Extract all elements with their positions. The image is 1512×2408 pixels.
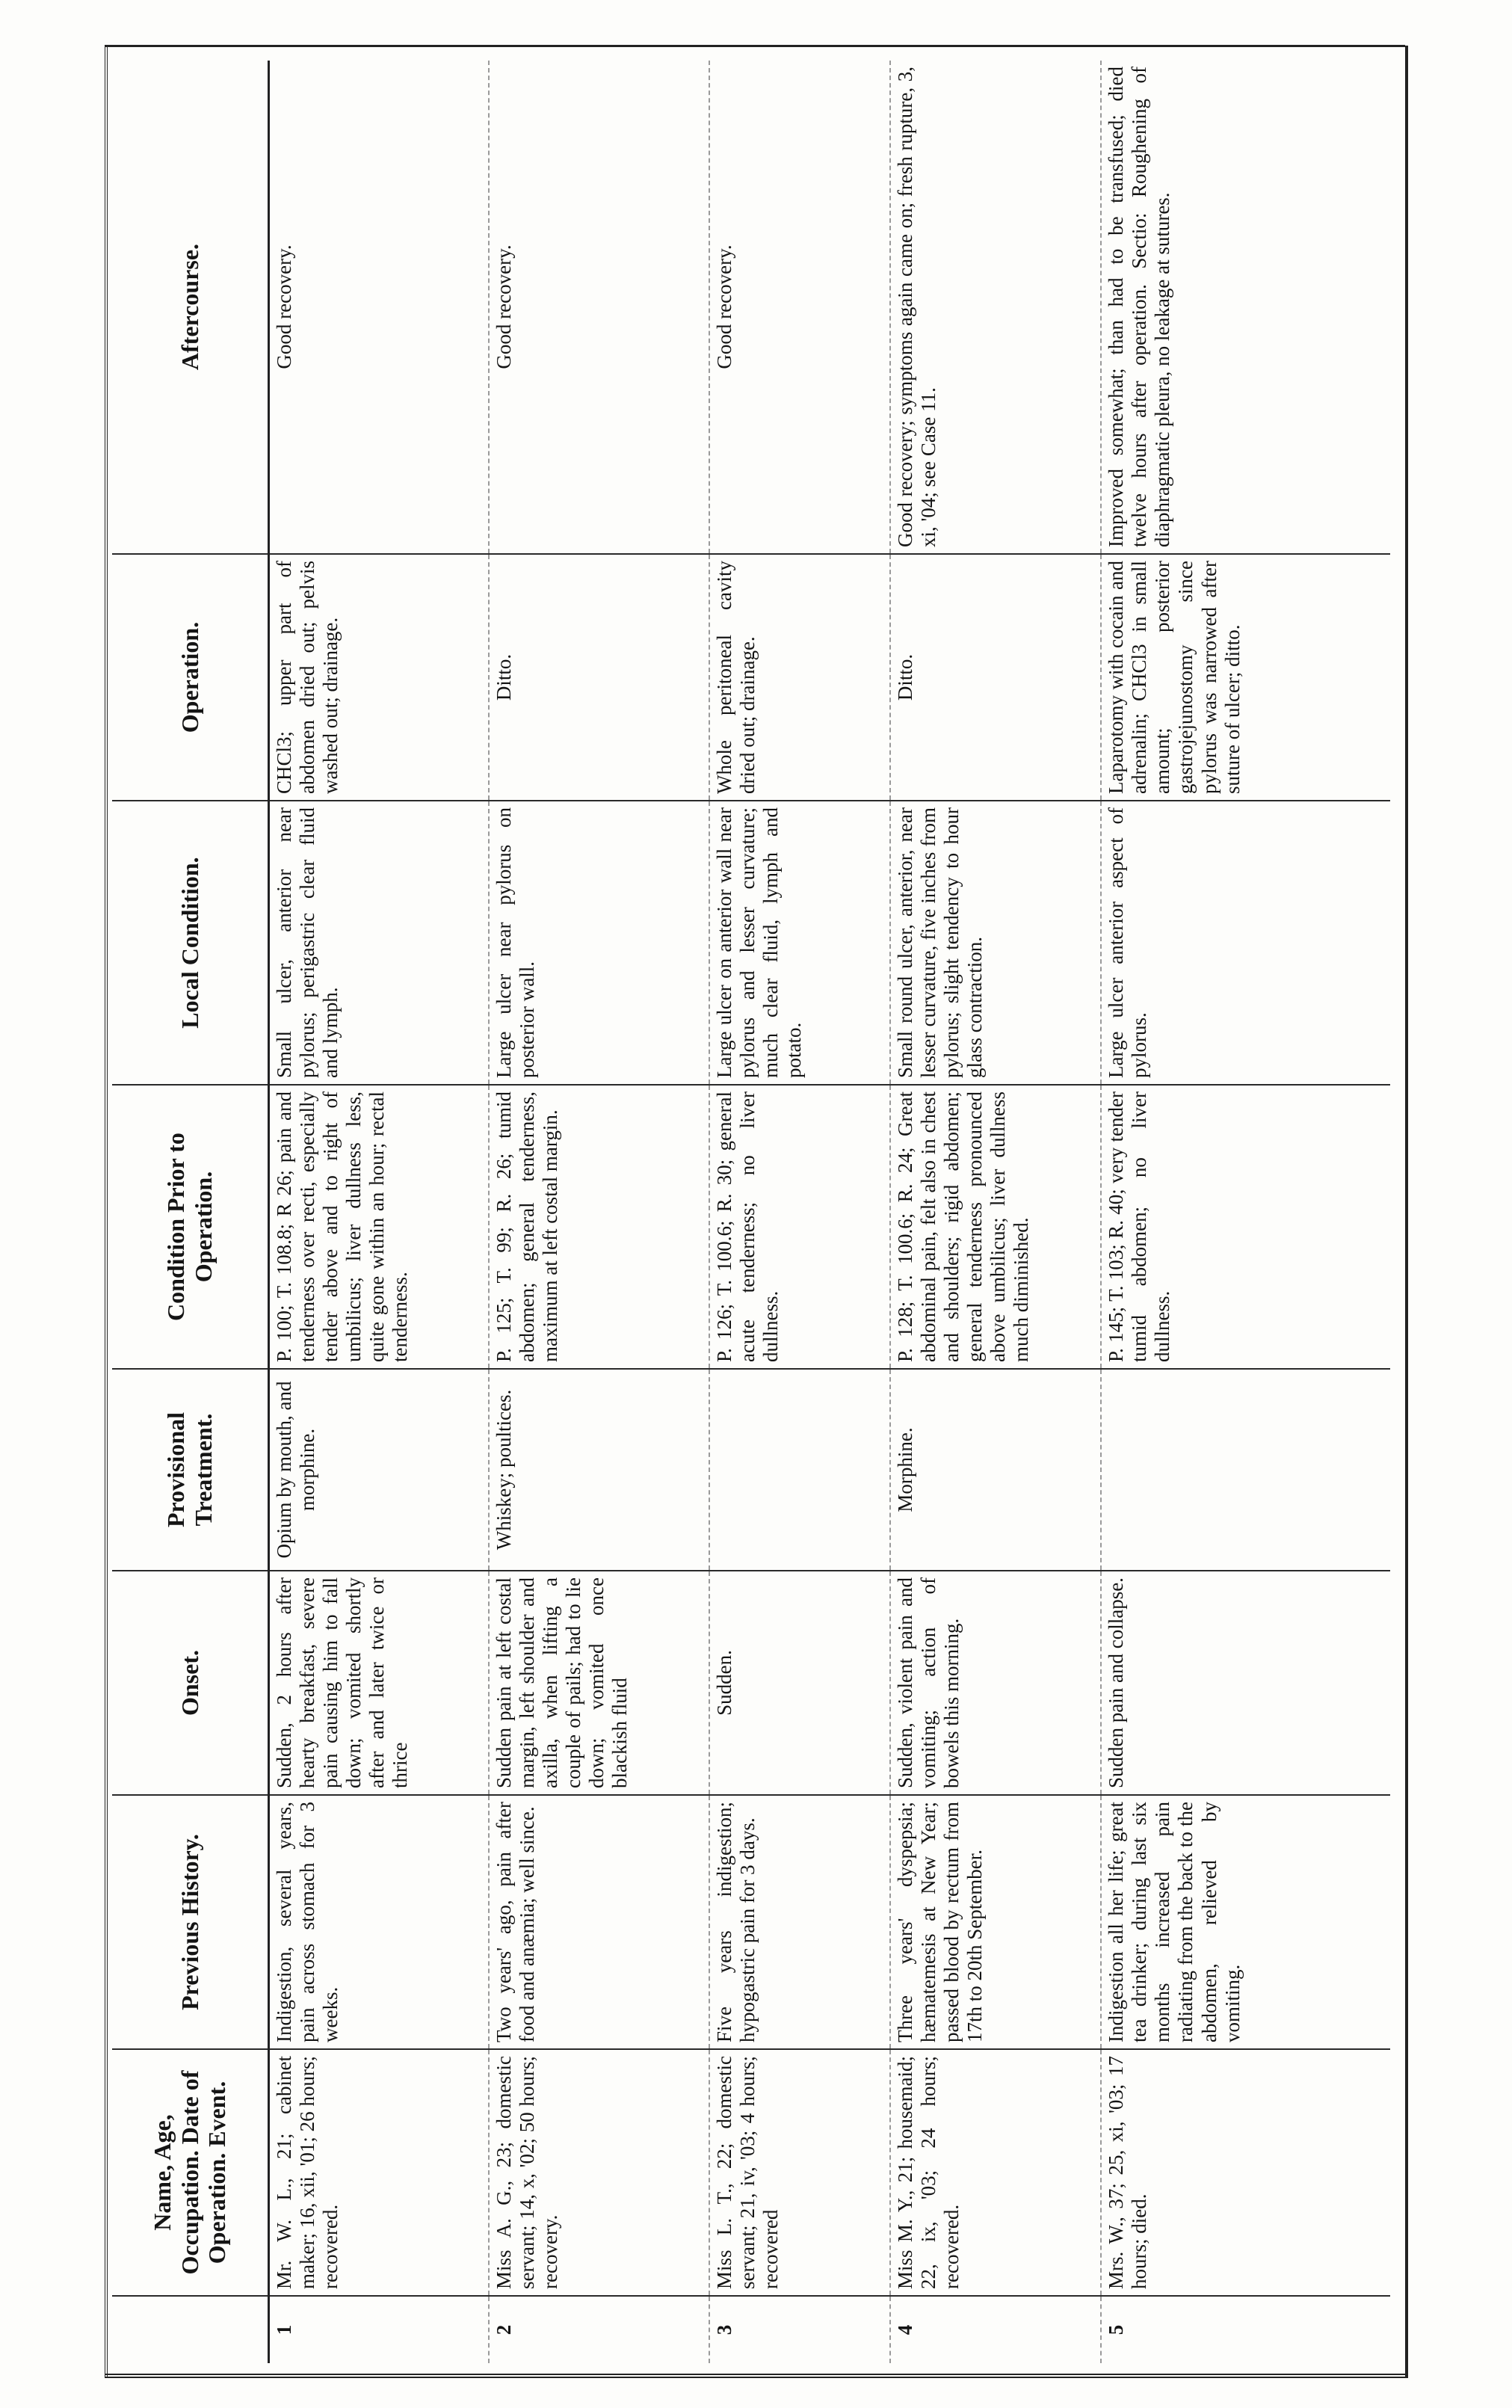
aftercourse-cell: Good recovery.	[709, 61, 890, 554]
case-number: 2	[489, 2296, 709, 2363]
operation-cell: Ditto.	[890, 554, 1101, 801]
onset-cell: Sudden.	[709, 1571, 890, 1795]
table-row	[709, 61, 890, 2363]
case-number: 5	[1105, 2324, 1128, 2335]
condition-cell: P. 100; T. 108.8; R 26; pain and tenderness over recti, especially tender above and to right of umbilicus; liver dullness less, quite gone within an hour; rectal tenderness.	[269, 1085, 490, 1369]
onset-cell: Sudden pain at left costal margin, left shoulder and axilla, when lifting a couple of pails; had to lie down; vomited once blackish fluid	[489, 1571, 709, 1795]
aftercourse-cell: Good recovery.	[489, 61, 709, 554]
table-row	[890, 61, 1101, 2363]
condition-cell: P. 128; T. 100.6; R. 24; Great abdominal pain, felt also in chest and shoulders; rigid abdomen; general tenderness pronounced above umbilicus; liver dullness much diminished.	[890, 1085, 1101, 1369]
header-condition: Condition Prior to Operation.	[112, 1085, 269, 1369]
history-cell: Five years indigestion; hypogastric pain for 3 days.	[709, 1795, 890, 2049]
condition-cell: P. 125; T. 99; R. 26; tumid abdomen; general tenderness, maximum at left costal margin.	[489, 1085, 709, 1369]
aftercourse-cell: Good recovery.	[269, 61, 490, 554]
table-border-right	[105, 45, 1405, 47]
header-onset: Onset.	[112, 1571, 269, 1795]
header-row	[112, 61, 269, 2363]
history-cell: Indigestion, several years, pain across stomach for 3 weeks.	[269, 1795, 490, 2049]
case-table	[112, 61, 1390, 2363]
patient-cell: Miss M. Y., 21; housemaid; 22, ix, '03; 24 hours; recovered.	[890, 2049, 1101, 2296]
patient-cell: Miss A. G., 23; domestic servant; 14, x, '02; 50 hours; recovery.	[489, 2049, 709, 2296]
onset-cell: Sudden, 2 hours after hearty breakfast, severe pain causing him to fall down; vomited shortly after and later twice or thrice	[269, 1571, 490, 1795]
operation-cell: Ditto.	[489, 554, 709, 801]
provisional-cell: Opium by mouth, and morphine.	[269, 1369, 490, 1571]
case-number: 3	[709, 2296, 890, 2363]
condition-cell: P. 145; T. 103; R. 40; very tender tumid abdomen; no liver dullness.	[1101, 1085, 1390, 1369]
provisional-cell	[1101, 1369, 1390, 1571]
history-cell: Two years' ago, pain after food and anæmia; well since.	[489, 1795, 709, 2049]
provisional-cell: Whiskey; poultices.	[489, 1369, 709, 1571]
table-row	[1101, 61, 1390, 2363]
history-cell: Three years' dyspepsia; hæmatemesis at New Year; passed blood by rectum from 17th to 20th September.	[890, 1795, 1101, 2049]
table-row	[269, 61, 490, 2363]
onset-cell: Sudden, violent pain and vomiting; action of bowels this morning.	[890, 1571, 1101, 1795]
local-cell: Small ulcer, anterior near pylorus; perigastric clear fluid and lymph.	[269, 801, 490, 1085]
local-cell: Large ulcer anterior aspect of pylorus.	[1101, 801, 1390, 1085]
onset-cell: Sudden pain and collapse.	[1101, 1571, 1390, 1795]
patient-cell: Miss L. T., 22; domestic servant; 21, iv, '03; 4 hours; recovered	[709, 2049, 890, 2296]
table-border-top	[105, 46, 108, 2378]
patient-cell: Mrs. W., 37; 25, xi, '03; 17 hours; died.	[1101, 2049, 1390, 2296]
header-aftercourse: Aftercourse.	[112, 61, 269, 554]
patient-cell: Mr. W. L., 21; cabinet maker; 16, xii, '01; 26 hours; recovered.	[269, 2049, 490, 2296]
local-cell: Small round ulcer, anterior, near lesser curvature, five inches from pylorus; slight tendency to hour glass contraction.	[890, 801, 1101, 1085]
header-operation: Operation.	[112, 554, 269, 801]
header-number	[112, 2296, 269, 2363]
header-history: Previous History.	[112, 1795, 269, 2049]
header-provisional: Provisional Treatment.	[112, 1369, 269, 1571]
table-border-bottom	[1405, 46, 1408, 2378]
table-border-left	[105, 2374, 1405, 2378]
aftercourse-cell: Improved somewhat; than had to be transfused; died twelve hours after operation. Sectio: Roughening of diaphragmatic pleura, no leakage at sutures.	[1101, 61, 1390, 554]
provisional-cell	[709, 1369, 890, 1571]
table-row	[489, 61, 709, 2363]
case-number: 1	[269, 2296, 490, 2363]
aftercourse-cell: Good recovery; symptoms again came on; fresh rupture, 3, xi, '04; see Case 11.	[890, 61, 1101, 554]
operation-cell: Whole peritoneal cavity dried out; drainage.	[709, 554, 890, 801]
local-cell: Large ulcer on anterior wall near pylorus and lesser curvature; much clear fluid, lymph and potato.	[709, 801, 890, 1085]
operation-cell: Laparotomy with cocain and adrenalin; CHCl3 in small amount; posterior gastrojejunostomy since pylorus was narrowed after suture of ulcer; ditto.	[1101, 554, 1390, 801]
provisional-cell: Morphine.	[890, 1369, 1101, 1571]
header-name: Name, Age, Occupation. Date of Operation. Event.	[112, 2049, 269, 2296]
history-cell: Indigestion all her life; great tea drinker; during last six months increased pain radiating from the back to the abdomen, relieved by vomiting.	[1101, 1795, 1390, 2049]
local-cell: Large ulcer near pylorus on posterior wall.	[489, 801, 709, 1085]
operation-cell: CHCl3; upper part of abdomen dried out; pelvis washed out; drainage.	[269, 554, 490, 801]
condition-cell: P. 126; T. 100.6; R. 30; general acute tenderness; no liver dullness.	[709, 1085, 890, 1369]
case-number: 4	[890, 2296, 1101, 2363]
header-local: Local Condition.	[112, 801, 269, 1085]
